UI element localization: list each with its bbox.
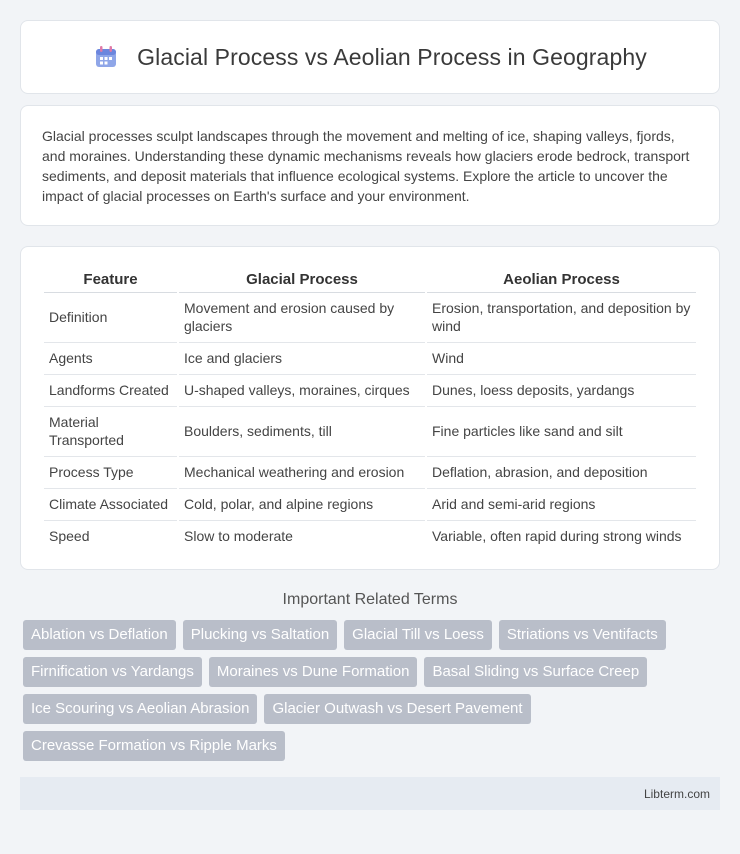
glacial-cell: Ice and glaciers bbox=[179, 343, 425, 375]
header-glacial: Glacial Process bbox=[179, 268, 425, 293]
feature-cell: Material Transported bbox=[44, 407, 177, 457]
footer-brand[interactable]: Libterm.com bbox=[643, 786, 710, 801]
table-row bbox=[44, 293, 696, 343]
feature-cell: Landforms Created bbox=[44, 375, 177, 407]
comparison-table bbox=[42, 268, 698, 552]
feature-cell: Definition bbox=[44, 293, 177, 343]
glacial-cell: U-shaped valleys, moraines, cirques bbox=[179, 375, 425, 407]
glacial-cell: Mechanical weathering and erosion bbox=[179, 457, 425, 489]
feature-cell: Agents bbox=[44, 343, 177, 375]
table-row bbox=[44, 521, 696, 552]
table-row bbox=[44, 375, 696, 407]
related-term-link[interactable]: Basal Sliding vs Surface Creep bbox=[424, 657, 647, 687]
header-card bbox=[20, 20, 720, 94]
table-row bbox=[44, 343, 696, 375]
related-term-link[interactable]: Glacial Till vs Loess bbox=[344, 620, 492, 650]
related-terms-list bbox=[20, 620, 720, 761]
related-term-link[interactable]: Moraines vs Dune Formation bbox=[209, 657, 418, 687]
aeolian-cell: Fine particles like sand and silt bbox=[427, 407, 696, 457]
related-term-link[interactable]: Ablation vs Deflation bbox=[23, 620, 176, 650]
intro-card bbox=[20, 105, 720, 226]
intro-text: Glacial processes sculpt landscapes through the movement and melting of ice, shaping valleys, fjords, and moraines. Understanding these dynamic mechanisms reveals how glaciers erode bedrock, transport sediments, and deposit materials that influence ecological systems. Explore the article to uncover the impact of glacial processes on Earth's surface and your environment. bbox=[42, 128, 690, 204]
header-aeolian: Aeolian Process bbox=[427, 268, 696, 293]
footer bbox=[20, 777, 720, 810]
related-term-link[interactable]: Firnification vs Yardangs bbox=[23, 657, 202, 687]
related-term-link[interactable]: Plucking vs Saltation bbox=[183, 620, 337, 650]
aeolian-cell: Deflation, abrasion, and deposition bbox=[427, 457, 696, 489]
aeolian-cell: Wind bbox=[427, 343, 696, 375]
related-term-link[interactable]: Glacier Outwash vs Desert Pavement bbox=[264, 694, 530, 724]
aeolian-cell: Variable, often rapid during strong winds bbox=[432, 528, 682, 544]
aeolian-cell: Erosion, transportation, and deposition by wind bbox=[427, 293, 696, 343]
glacial-cell: Slow to moderate bbox=[184, 528, 293, 544]
page-title: Glacial Process vs Aeolian Process in Geography bbox=[137, 43, 647, 70]
related-term-link[interactable]: Ice Scouring vs Aeolian Abrasion bbox=[23, 694, 257, 724]
table-row bbox=[44, 457, 696, 489]
related-term-link[interactable]: Striations vs Ventifacts bbox=[499, 620, 666, 650]
table-row bbox=[44, 407, 696, 457]
related-term-link[interactable]: Crevasse Formation vs Ripple Marks bbox=[23, 731, 285, 761]
feature-cell: Climate Associated bbox=[44, 489, 177, 521]
related-terms-title: Important Related Terms bbox=[282, 591, 458, 608]
calendar-icon bbox=[93, 44, 119, 70]
feature-cell: Speed bbox=[49, 528, 90, 544]
table-header-row bbox=[44, 268, 696, 293]
header-feature: Feature bbox=[44, 268, 177, 293]
comparison-table-card bbox=[20, 246, 720, 570]
glacial-cell: Movement and erosion caused by glaciers bbox=[179, 293, 425, 343]
feature-cell: Process Type bbox=[44, 457, 177, 489]
glacial-cell: Boulders, sediments, till bbox=[179, 407, 425, 457]
aeolian-cell: Dunes, loess deposits, yardangs bbox=[427, 375, 696, 407]
table-row bbox=[44, 489, 696, 521]
aeolian-cell: Arid and semi-arid regions bbox=[427, 489, 696, 521]
glacial-cell: Cold, polar, and alpine regions bbox=[179, 489, 425, 521]
